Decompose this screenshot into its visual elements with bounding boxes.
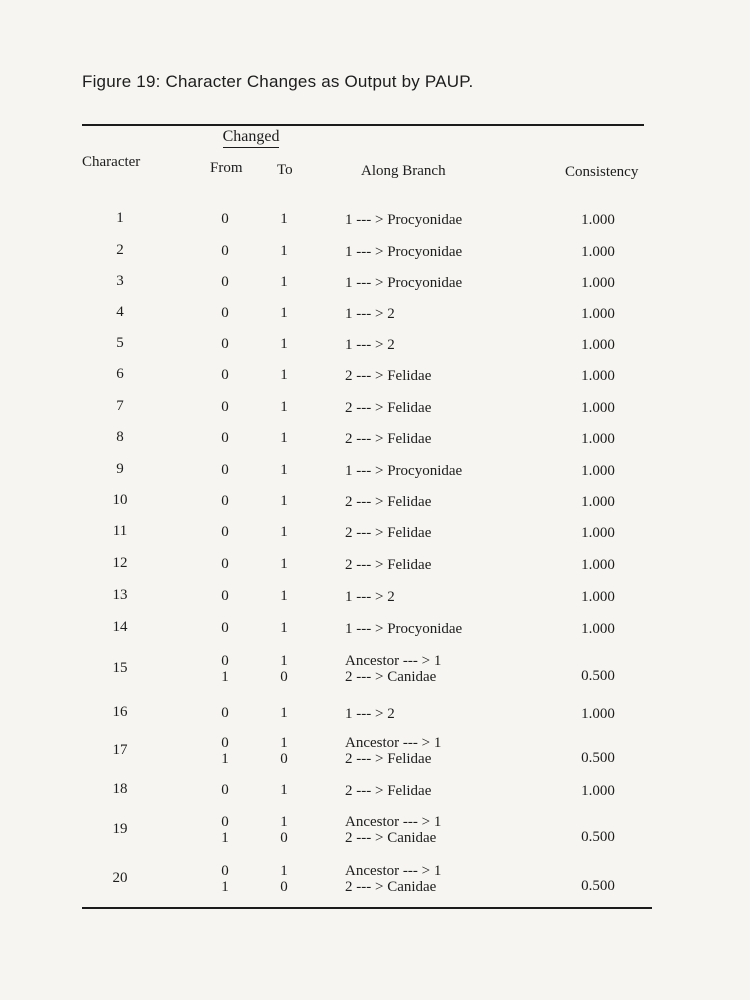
table-row-to-line: 1 — [280, 814, 288, 830]
table-row-from-line: 0 — [221, 399, 229, 415]
table-row-from — [215, 211, 235, 228]
table-row-from-line: 0 — [221, 493, 229, 509]
table-row-branch-line: 1 --- > Procyonidae — [345, 212, 463, 228]
along-branch-header: Along Branch — [361, 163, 446, 179]
consistency-header: Consistency — [565, 164, 639, 180]
table-row-consistency: 1.000 — [581, 706, 615, 722]
table-row-branch-line: 1 --- > 2 — [345, 337, 395, 353]
table-row-branch-line: Ancestor --- > 1 — [345, 735, 442, 751]
table-row-from — [215, 782, 235, 799]
table-row-character: 3 — [116, 273, 124, 289]
table-row-to — [274, 462, 294, 479]
table-row-consistency: 1.000 — [581, 589, 615, 605]
table-row-to-line: 1 — [280, 705, 288, 721]
table-row-to-line: 1 — [280, 524, 288, 540]
table-row-character: 1 — [116, 210, 124, 226]
table-row-to-line: 0 — [280, 879, 288, 895]
table-row-consistency: 0.500 — [581, 829, 615, 845]
table-row-character: 4 — [116, 304, 124, 320]
table-row-branch — [345, 431, 431, 448]
table-row-character: 11 — [112, 523, 128, 539]
table-row-character: 8 — [116, 429, 124, 445]
table-row-from — [215, 524, 235, 541]
table-row-branch — [345, 400, 431, 417]
table-row-to-line: 1 — [280, 782, 288, 798]
table-row-consistency: 1.000 — [581, 463, 615, 479]
table-row-character: 20 — [112, 870, 128, 886]
table-row-to — [274, 336, 294, 353]
table-row-from — [215, 588, 235, 605]
table-row-from — [215, 305, 235, 322]
changed-header-label: Changed — [223, 128, 280, 148]
table-row-from — [215, 462, 235, 479]
table-row-consistency: 0.500 — [581, 668, 615, 684]
table-row-consistency: 1.000 — [581, 557, 615, 573]
table-row-from-line: 0 — [221, 620, 229, 636]
table-row-to-line: 1 — [280, 367, 288, 383]
table-row-from-line: 0 — [221, 243, 229, 259]
table-row-branch — [345, 463, 462, 480]
table-row-to-line: 1 — [280, 243, 288, 259]
from-header: From — [210, 160, 243, 176]
table-row-branch — [345, 621, 462, 638]
table-row-consistency: 1.000 — [581, 494, 615, 510]
table-row-character: 16 — [112, 704, 128, 720]
table-row-branch — [345, 337, 395, 354]
table-row-to-line: 1 — [280, 274, 288, 290]
table-bottom-rule — [82, 907, 652, 909]
table-row-branch — [345, 368, 431, 385]
table-row-branch-line: 2 --- > Felidae — [345, 751, 432, 767]
table-row-to — [274, 814, 294, 846]
character-header: Character — [82, 154, 141, 170]
table-row-branch — [345, 306, 395, 323]
table-row-branch-line: 1 --- > 2 — [345, 706, 395, 722]
table-row-from-line: 1 — [221, 669, 229, 685]
table-row-to-line: 0 — [280, 751, 288, 767]
table-row-from-line: 0 — [221, 782, 229, 798]
table-row-to-line: 1 — [280, 305, 288, 321]
table-row-to-line: 1 — [280, 211, 288, 227]
table-row-from-line: 0 — [221, 524, 229, 540]
table-row-to-line: 1 — [280, 430, 288, 446]
table-row-branch — [345, 863, 441, 895]
table-row-from-line: 1 — [221, 879, 229, 895]
table-row-to — [274, 653, 294, 685]
table-row-to — [274, 705, 294, 722]
table-row-from-line: 0 — [221, 274, 229, 290]
table-row-consistency: 0.500 — [581, 750, 615, 766]
table-row-consistency: 1.000 — [581, 621, 615, 637]
table-row-branch-line: 2 --- > Felidae — [345, 431, 432, 447]
table-row-character: 2 — [116, 242, 124, 258]
table-row-branch-line: 1 --- > Procyonidae — [345, 244, 463, 260]
table-row-branch — [345, 244, 462, 261]
table-row-from-line: 0 — [221, 705, 229, 721]
table-row-branch-line: 2 --- > Canidae — [345, 879, 437, 895]
table-row-to — [274, 305, 294, 322]
table-row-consistency: 1.000 — [581, 783, 615, 799]
table-row-to — [274, 588, 294, 605]
table-row-character: 18 — [112, 781, 128, 797]
table-row-from — [215, 430, 235, 447]
table-row-character: 10 — [112, 492, 128, 508]
table-row-branch-line: 1 --- > Procyonidae — [345, 621, 463, 637]
table-row-to-line: 1 — [280, 462, 288, 478]
table-row-character: 14 — [112, 619, 128, 635]
table-row-to-line: 1 — [280, 620, 288, 636]
table-row-branch — [345, 814, 441, 846]
table-row-branch — [345, 653, 441, 685]
table-row-to-line: 1 — [280, 653, 288, 669]
table-row-to — [274, 735, 294, 767]
table-row-character: 6 — [116, 366, 124, 382]
table-row-consistency: 1.000 — [581, 400, 615, 416]
table-row-branch-line: 2 --- > Felidae — [345, 400, 432, 416]
table-row-from — [215, 735, 235, 767]
table-row-branch-line: 2 --- > Felidae — [345, 557, 432, 573]
table-row-character: 17 — [112, 742, 128, 758]
table-row-from — [215, 367, 235, 384]
table-row-consistency: 1.000 — [581, 337, 615, 353]
table-row-branch — [345, 589, 395, 606]
table-row-from-line: 0 — [221, 588, 229, 604]
table-row-from-line: 0 — [221, 462, 229, 478]
table-row-from-line: 0 — [221, 814, 229, 830]
table-row-from — [215, 814, 235, 846]
table-row-character: 7 — [116, 398, 124, 414]
table-row-to-line: 1 — [280, 493, 288, 509]
table-row-from-line: 0 — [221, 863, 229, 879]
table-row-from — [215, 493, 235, 510]
table-row-to — [274, 863, 294, 895]
table-row-branch-line: 2 --- > Canidae — [345, 830, 437, 846]
table-row-branch — [345, 212, 462, 229]
table-row-to — [274, 620, 294, 637]
table-row-from-line: 1 — [221, 751, 229, 767]
table-row-branch — [345, 783, 431, 800]
table-row-branch-line: 2 --- > Felidae — [345, 494, 432, 510]
table-row-branch-line: Ancestor --- > 1 — [345, 653, 442, 669]
table-row-branch — [345, 706, 395, 723]
table-row-branch-line: 2 --- > Canidae — [345, 669, 437, 685]
table-row-to-line: 1 — [280, 735, 288, 751]
table-row-from-line: 0 — [221, 211, 229, 227]
table-row-from — [215, 274, 235, 291]
table-row-branch — [345, 275, 462, 292]
table-row-from-line: 0 — [221, 305, 229, 321]
table-row-consistency: 1.000 — [581, 431, 615, 447]
table-row-to — [274, 493, 294, 510]
changed-header — [216, 128, 286, 148]
table-row-from — [215, 653, 235, 685]
table-row-character: 12 — [112, 555, 128, 571]
table-row-branch-line: Ancestor --- > 1 — [345, 863, 442, 879]
table-row-from-line: 0 — [221, 556, 229, 572]
table-row-from — [215, 399, 235, 416]
table-row-from — [215, 336, 235, 353]
table-row-to-line: 1 — [280, 588, 288, 604]
table-row-to — [274, 524, 294, 541]
table-row-from — [215, 556, 235, 573]
table-row-consistency: 0.500 — [581, 878, 615, 894]
table-row-character: 13 — [112, 587, 128, 603]
table-row-from — [215, 705, 235, 722]
table-row-branch-line: 1 --- > Procyonidae — [345, 463, 463, 479]
figure-caption: Figure 19: Character Changes as Output by PAUP. — [82, 72, 474, 91]
table-row-branch-line: 1 --- > 2 — [345, 589, 395, 605]
table-row-consistency: 1.000 — [581, 275, 615, 291]
table-row-from-line: 0 — [221, 735, 229, 751]
table-row-branch — [345, 557, 431, 574]
table-row-character: 15 — [112, 660, 128, 676]
table-row-branch — [345, 735, 441, 767]
table-row-character: 9 — [116, 461, 124, 477]
table-row-to-line: 0 — [280, 669, 288, 685]
table-row-to — [274, 430, 294, 447]
table-row-branch-line: 1 --- > 2 — [345, 306, 395, 322]
table-row-from — [215, 243, 235, 260]
table-row-to — [274, 243, 294, 260]
table-row-branch-line: 2 --- > Felidae — [345, 525, 432, 541]
table-row-to — [274, 211, 294, 228]
table-row-consistency: 1.000 — [581, 368, 615, 384]
table-row-from — [215, 620, 235, 637]
table-row-from-line: 0 — [221, 336, 229, 352]
table-row-to — [274, 782, 294, 799]
table-row-character: 5 — [116, 335, 124, 351]
table-row-branch-line: 1 --- > Procyonidae — [345, 275, 463, 291]
table-row-consistency: 1.000 — [581, 212, 615, 228]
to-header: To — [277, 162, 293, 178]
table-row-from-line: 1 — [221, 830, 229, 846]
table-row-to-line: 1 — [280, 336, 288, 352]
table-row-to — [274, 274, 294, 291]
table-row-branch — [345, 494, 431, 511]
table-row-to — [274, 556, 294, 573]
table-row-consistency: 1.000 — [581, 244, 615, 260]
table-row-from — [215, 863, 235, 895]
table-row-consistency: 1.000 — [581, 306, 615, 322]
table-row-branch-line: 2 --- > Felidae — [345, 783, 432, 799]
table-row-to-line: 1 — [280, 399, 288, 415]
table-row-to-line: 0 — [280, 830, 288, 846]
table-row-from-line: 0 — [221, 367, 229, 383]
table-top-rule — [82, 124, 644, 126]
table-row-from-line: 0 — [221, 653, 229, 669]
table-row-branch-line: 2 --- > Felidae — [345, 368, 432, 384]
table-row-branch — [345, 525, 431, 542]
table-row-consistency: 1.000 — [581, 525, 615, 541]
table-row-to-line: 1 — [280, 863, 288, 879]
table-row-branch-line: Ancestor --- > 1 — [345, 814, 442, 830]
table-row-character: 19 — [112, 821, 128, 837]
table-row-to — [274, 399, 294, 416]
table-row-to-line: 1 — [280, 556, 288, 572]
table-row-from-line: 0 — [221, 430, 229, 446]
table-row-to — [274, 367, 294, 384]
